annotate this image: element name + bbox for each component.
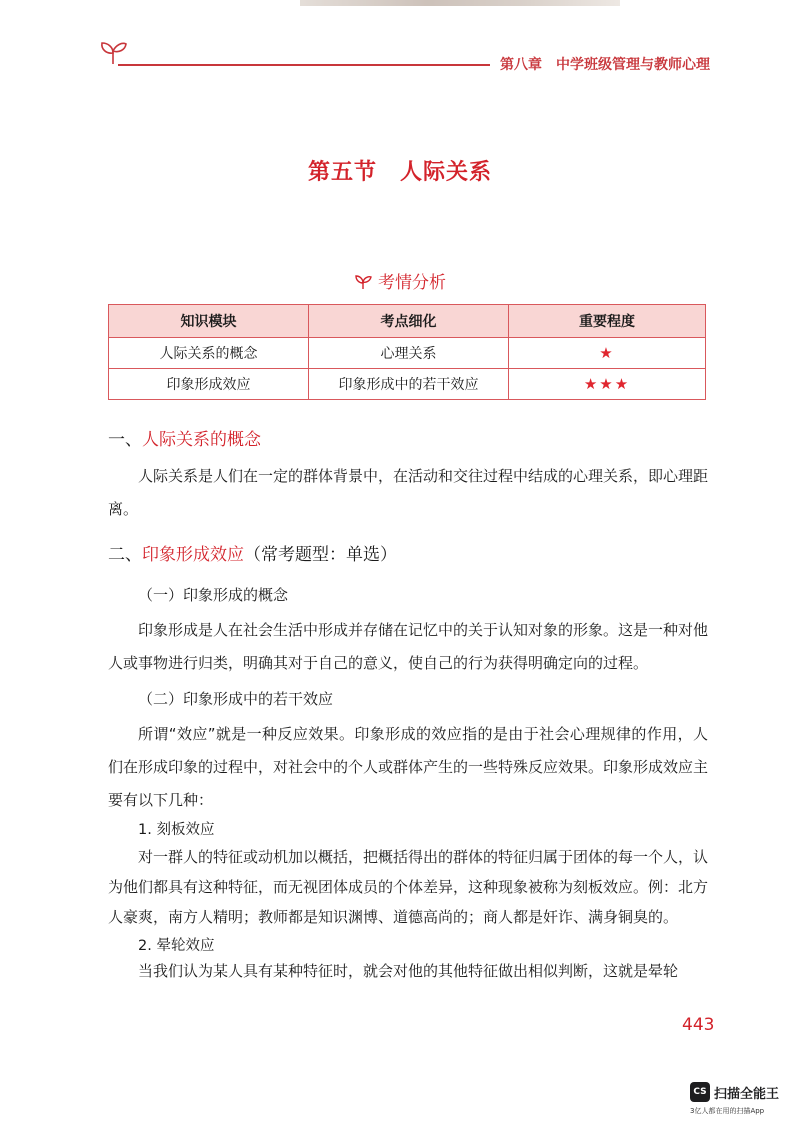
header-rule bbox=[118, 64, 490, 66]
scan-edge-strip bbox=[300, 0, 620, 6]
chapter-header: 第八章 中学班级管理与教师心理 bbox=[500, 57, 710, 73]
item-2-body: 当我们认为某人具有某种特征时，就会对他的其他特征做出相似判断，这就是晕轮 bbox=[138, 962, 679, 980]
table-row bbox=[109, 338, 706, 369]
sprout-icon bbox=[98, 38, 128, 66]
section-title: 人际关系的概念 bbox=[142, 430, 261, 450]
column-header: 重要程度 bbox=[509, 305, 706, 338]
analysis-heading bbox=[0, 268, 800, 294]
table-cell: 心理关系 bbox=[309, 338, 509, 369]
table-cell: 人际关系的概念 bbox=[109, 338, 309, 369]
analysis-heading-label: 考情分析 bbox=[378, 273, 446, 293]
page-title: 第五节 人际关系 bbox=[307, 160, 492, 185]
importance-stars: ★★★ bbox=[509, 369, 706, 400]
table-cell: 印象形成效应 bbox=[109, 369, 309, 400]
scanner-app-name: 扫描全能王 bbox=[714, 1087, 780, 1102]
item-1-body: 对一群人的特征或动机加以概括，把概括得出的群体的特征归属于团体的每一个人，认为他们都具有这种特征，而无视团体成员的个体差异，这种现象被称为刻板效应。例：北方人豪爽，南方人精明；教师都是知识渊博、道德高尚的；商人都是奸诈、满身铜臭的。 bbox=[108, 848, 709, 926]
page-number: 443 bbox=[682, 1015, 715, 1035]
column-header: 考点细化 bbox=[309, 305, 509, 338]
subsection-heading-2: （二）印象形成中的若干效应 bbox=[138, 690, 334, 708]
section-heading-2 bbox=[108, 540, 397, 565]
scanner-tagline: 3亿人都在用的扫描App bbox=[690, 1107, 765, 1115]
item-heading-1: 1. 刻板效应 bbox=[138, 822, 215, 838]
table-row bbox=[109, 369, 706, 400]
column-header: 知识模块 bbox=[109, 305, 309, 338]
section-number: 一、 bbox=[108, 430, 142, 450]
table-header-row bbox=[109, 305, 706, 338]
section-1-body: 人际关系是人们在一定的群体背景中，在活动和交往过程中结成的心理关系，即心理距离。 bbox=[108, 467, 709, 518]
item-heading-2: 2. 晕轮效应 bbox=[138, 938, 215, 954]
subsection-1-body: 印象形成是人在社会生活中形成并存储在记忆中的关于认知对象的形象。这是一种对他人或事物进行归类，明确其对于自己的意义，使自己的行为获得明确定向的过程。 bbox=[108, 621, 709, 672]
subsection-heading-1: （一）印象形成的概念 bbox=[138, 586, 289, 604]
section-heading-1 bbox=[108, 425, 261, 450]
section-number: 二、 bbox=[108, 545, 142, 565]
subsection-2-body: 所谓“效应”就是一种反应效果。印象形成的效应指的是由于社会心理规律的作用，人们在形成印象的过程中，对社会中的个人或群体产生的一些特殊反应效果。印象形成效应主要有以下几种： bbox=[108, 725, 709, 809]
sprout-icon bbox=[354, 274, 372, 290]
table-cell: 印象形成中的若干效应 bbox=[309, 369, 509, 400]
exam-analysis-table bbox=[108, 304, 706, 400]
scanner-watermark bbox=[690, 1082, 790, 1122]
importance-stars: ★ bbox=[509, 338, 706, 369]
section-note: （常考题型：单选） bbox=[244, 545, 397, 565]
section-title: 印象形成效应 bbox=[142, 545, 244, 565]
scanner-badge: CS bbox=[690, 1082, 710, 1102]
